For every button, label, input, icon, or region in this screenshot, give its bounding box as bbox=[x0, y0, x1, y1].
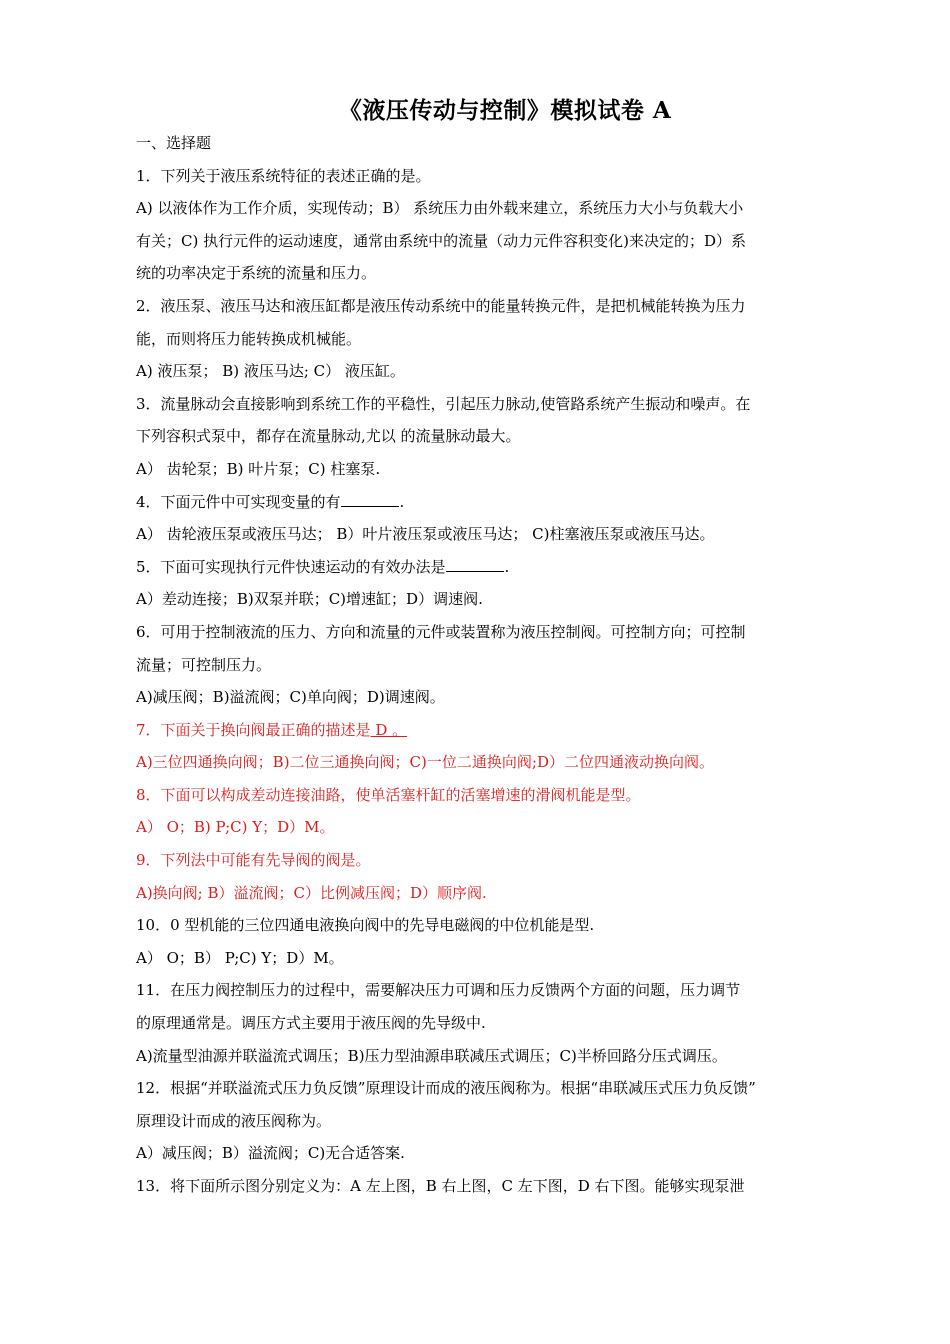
question-11-stem: 的原理通常是。调压方式主要用于液压阀的先导级中. bbox=[136, 1014, 486, 1033]
question-9-options: A)换向阀; B）溢流阀；C）比例减压阀；D）顺序阀. bbox=[136, 883, 487, 902]
question-12-options: A）减压阀；B）溢流阀；C)无合适答案. bbox=[136, 1144, 405, 1163]
question-11-options: A)流量型油源并联溢流式调压；B)压力型油源串联减压式调压；C)半桥回路分压式调压。 bbox=[136, 1046, 727, 1065]
question-2-stem: 2．液压泵、液压马达和液压缸都是液压传动系统中的能量转换元件，是把机械能转换为压力 bbox=[136, 296, 746, 315]
question-2-options: A) 液压泵； B) 液压马达; C） 液压缸。 bbox=[136, 362, 405, 381]
answer-blank bbox=[341, 489, 399, 507]
question-list bbox=[136, 127, 820, 1203]
question-9-stem: 9．下列法中可能有先导阀的阀是。 bbox=[136, 851, 371, 870]
question-4-end: . bbox=[399, 492, 405, 511]
question-8-options: A） O；B) P;C) Y；D）M。 bbox=[136, 818, 335, 837]
question-5-end: . bbox=[504, 557, 510, 576]
question-6-stem: 6．可用于控制液流的压力、方向和流量的元件或装置称为液压控制阀。可控制方向；可控制 bbox=[136, 622, 746, 641]
question-10-options: A） O；B） P;C) Y；D）M。 bbox=[136, 948, 344, 967]
question-10-stem: 10．0 型机能的三位四通电液换向阀中的先导电磁阀的中位机能是型. bbox=[136, 916, 595, 935]
section-heading: 一、选择题 bbox=[136, 134, 212, 152]
question-12-stem: 原理设计而成的液压阀称为。 bbox=[136, 1111, 332, 1130]
question-4-text: 4．下面元件中可实现变量的有 bbox=[136, 492, 341, 511]
question-3-stem: 3．流量脉动会直接影响到系统工作的平稳性，引起压力脉动,使管路系统产生振动和噪声。在 bbox=[136, 394, 751, 413]
question-3-options: A） 齿轮泵；B) 叶片泵；C) 柱塞泵. bbox=[136, 459, 381, 478]
question-6-options: A)减压阀；B)溢流阀；C)单向阀；D)调速阀。 bbox=[136, 688, 445, 707]
question-1-options: 有关；C) 执行元件的运动速度，通常由系统中的流量（动力元件容积变化)来决定的；D）系 bbox=[136, 231, 746, 250]
question-1-stem: 1．下列关于液压系统特征的表述正确的是。 bbox=[136, 166, 431, 185]
question-2-stem: 能，而则将压力能转换成机械能。 bbox=[136, 329, 362, 348]
question-7-stem bbox=[136, 714, 820, 747]
question-11-stem: 11．在压力阀控制压力的过程中，需要解决压力可调和压力反馈两个方面的问题，压力调节 bbox=[136, 981, 741, 1000]
question-7-options: A)三位四通换向阀；B)二位三通换向阀；C)一位二通换向阀;D）二位四通液动换向阀。 bbox=[136, 753, 714, 772]
question-4-stem bbox=[136, 486, 820, 519]
question-7-answer: D 。 bbox=[370, 720, 408, 739]
question-1-options: A) 以液体作为工作介质，实现传动；B） 系统压力由外载来建立，系统压力大小与负载大小 bbox=[136, 199, 744, 218]
question-5-stem bbox=[136, 551, 820, 584]
question-3-stem: 下列容积式泵中，都存在流量脉动,尤以 的流量脉动最大。 bbox=[136, 427, 521, 446]
question-13-stem: 13．将下面所示图分别定义为：A 左上图，B 右上图，C 左下图，D 右下图。能够实现泵泄 bbox=[136, 1177, 745, 1195]
question-4-options: A） 齿轮液压泵或液压马达； B）叶片液压泵或液压马达； C)柱塞液压泵或液压马达。 bbox=[136, 525, 715, 544]
answer-blank bbox=[446, 554, 504, 572]
question-5-text: 5．下面可实现执行元件快速运动的有效办法是 bbox=[136, 557, 446, 576]
question-6-stem: 流量；可控制压力。 bbox=[136, 655, 272, 674]
question-1-options: 统的功率决定于系统的流量和压力。 bbox=[136, 264, 377, 283]
question-8-stem: 8．下面可以构成差动连接油路，使单活塞杆缸的活塞增速的滑阀机能是型。 bbox=[136, 785, 641, 804]
question-12-stem: 12．根据“并联溢流式压力负反馈”原理设计而成的液压阀称为。根据“串联减压式压力负反馈” bbox=[136, 1079, 756, 1098]
question-5-options: A）差动连接；B)双泵并联；C)增速缸；D）调速阀. bbox=[136, 590, 483, 609]
question-7-text: 7．下面关于换向阀最正确的描述是 bbox=[136, 720, 371, 739]
page-title: 《液压传动与控制》模拟试卷 A bbox=[338, 97, 672, 124]
